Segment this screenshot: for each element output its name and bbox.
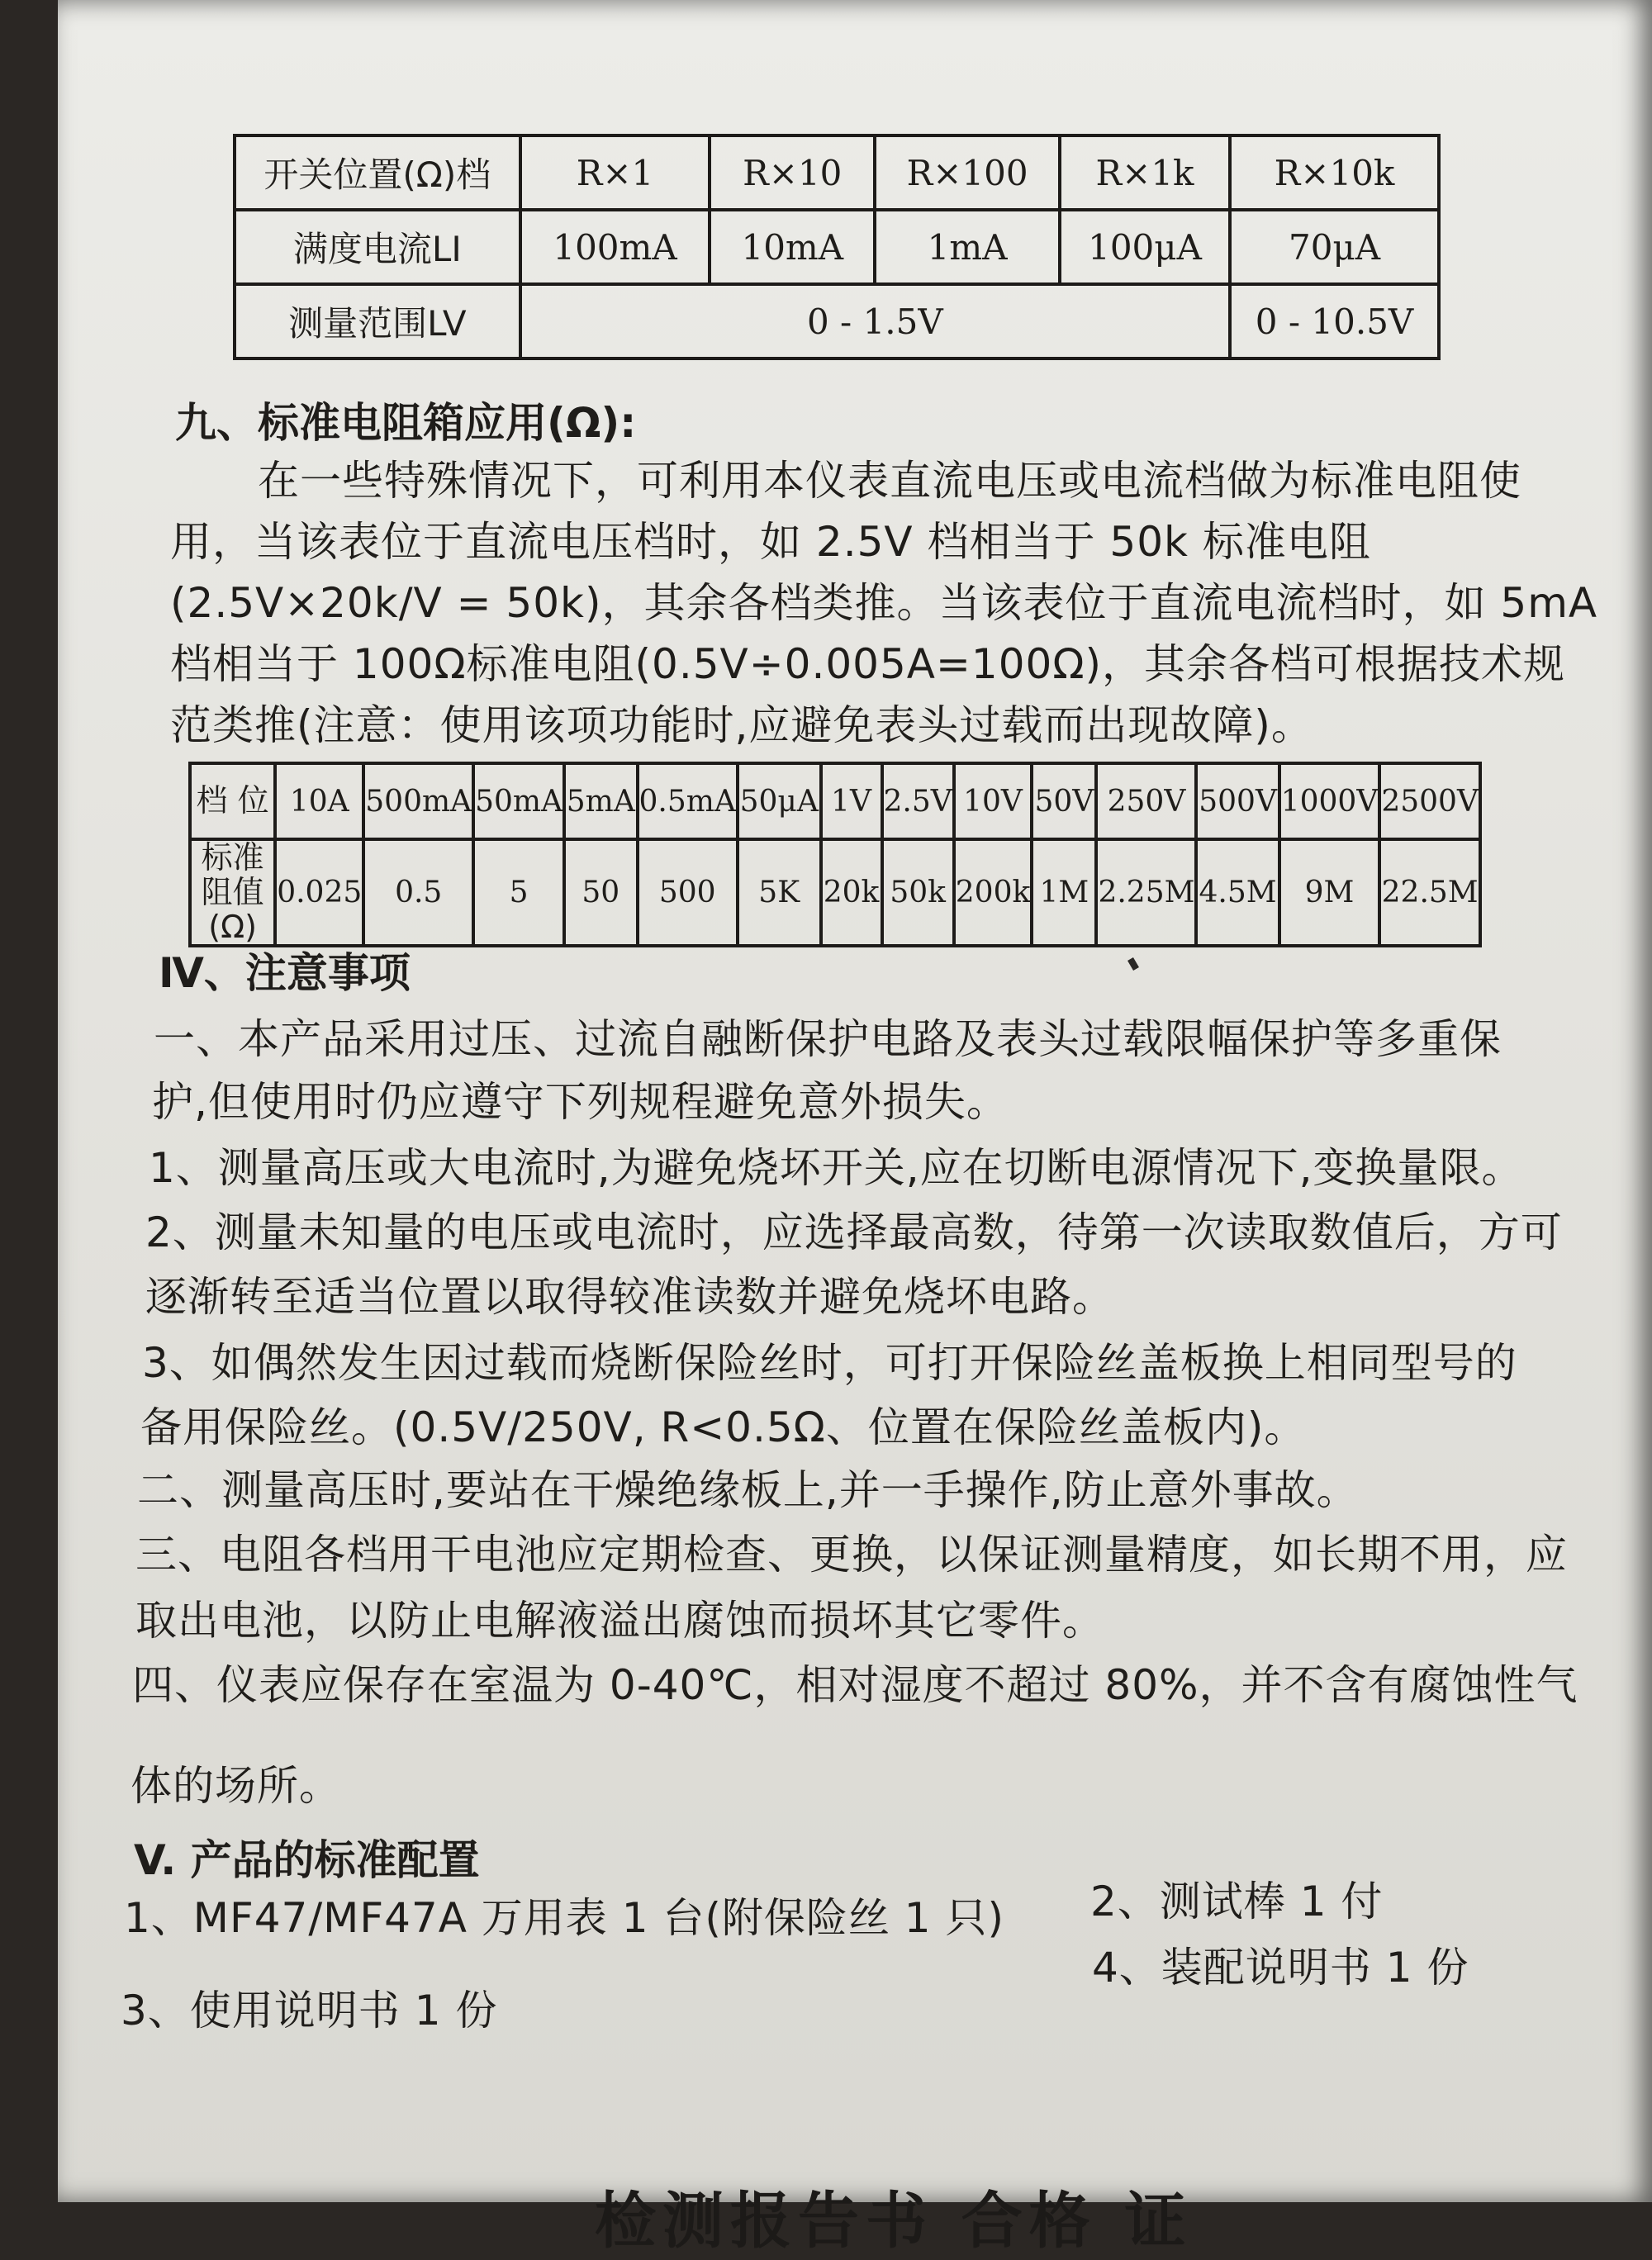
paragraph-line: 2、测量未知量的电压或电流时，应选择最高数，待第一次读取数值后，方可 xyxy=(145,1208,1563,1256)
table-cell: 1V xyxy=(821,763,882,839)
table-cell: 50k xyxy=(882,839,954,946)
ohm-range-table xyxy=(233,134,1441,360)
table-cell: 250V xyxy=(1096,763,1196,839)
table-cell: 2.25M xyxy=(1096,839,1196,946)
table-cell: 1000V xyxy=(1279,763,1380,839)
paragraph-line: 用，当该表位于直流电压档时，如 2.5V 档相当于 50k 标准电阻 xyxy=(170,518,1371,566)
table-cell: 档 位 xyxy=(190,763,275,839)
table-row xyxy=(235,284,1439,358)
paragraph-line: 逐渐转至适当位置以取得较准读数并避免烧坏电路。 xyxy=(145,1273,1114,1321)
paragraph-line: 体的场所。 xyxy=(131,1762,341,1810)
table-cell: 500V xyxy=(1196,763,1279,839)
table-cell: 测量范围LV xyxy=(235,284,520,358)
table-cell: 满度电流LI xyxy=(235,210,520,284)
list-item: 2、测试棒 1 付 xyxy=(1090,1878,1384,1925)
table-cell: 50μA xyxy=(738,763,821,839)
table-cell: R×1k xyxy=(1060,135,1230,210)
section-title: Ⅳ、注意事项 xyxy=(159,949,411,997)
table-cell: 标准阻值(Ω) xyxy=(190,839,275,946)
paragraph-line: 二、测量高压时,要站在干燥绝缘板上,并一手操作,防止意外事故。 xyxy=(137,1466,1359,1514)
table-row xyxy=(235,135,1439,210)
table-cell: 500 xyxy=(638,839,738,946)
table-cell: 500mA xyxy=(363,763,473,839)
table-cell: 0 - 1.5V xyxy=(520,284,1230,358)
table-row xyxy=(190,763,1480,839)
table-cell: 50V xyxy=(1032,763,1096,839)
table-cell: 2.5V xyxy=(882,763,954,839)
table-cell: 10V xyxy=(954,763,1032,839)
table-cell: 10mA xyxy=(710,210,875,284)
table-cell: 0.025 xyxy=(275,839,363,946)
paragraph-line: 四、仪表应保存在室温为 0-40℃，相对湿度不超过 80%，并不含有腐蚀性气 xyxy=(132,1661,1578,1709)
table-cell: 5K xyxy=(738,839,821,946)
table-cell: 开关位置(Ω)档 xyxy=(235,135,520,210)
table-cell: 50 xyxy=(564,839,637,946)
table-cell: R×10k xyxy=(1230,135,1439,210)
list-item: 1、MF47/MF47A 万用表 1 台(附保险丝 1 只) xyxy=(124,1894,1005,1942)
table-cell: 0 - 10.5V xyxy=(1230,284,1439,358)
paragraph-line: (2.5V×20k/V = 50k)，其余各档类推。当该表位于直流电流档时，如 5mA xyxy=(170,579,1598,627)
footer-fragment-text: 检测报告书 合格 证 xyxy=(595,2186,1193,2257)
table-cell: R×10 xyxy=(710,135,875,210)
list-item: 3、使用说明书 1 份 xyxy=(121,1987,498,2034)
table-cell: 4.5M xyxy=(1196,839,1279,946)
section-title: V. 产品的标准配置 xyxy=(134,1836,480,1884)
table-cell: 0.5 xyxy=(363,839,473,946)
table-cell: 5 xyxy=(473,839,564,946)
paragraph-line: 一、本产品采用过压、过流自融断保护电路及表头过载限幅保护等多重保 xyxy=(154,1015,1502,1063)
paragraph-line: 在一些特殊情况下，可利用本仪表直流电压或电流档做为标准电阻使 xyxy=(258,457,1521,505)
paragraph-line: 护,但使用时仍应遵守下列规程避免意外损失。 xyxy=(152,1078,1009,1126)
next-page-fragment xyxy=(58,2148,1652,2257)
paragraph-line: 3、如偶然发生因过载而烧断保险丝时，可打开保险丝盖板换上相同型号的 xyxy=(142,1339,1517,1387)
table-cell: 10A xyxy=(275,763,363,839)
table-cell: 1M xyxy=(1032,839,1096,946)
section-title: 九、标准电阻箱应用(Ω): xyxy=(175,399,637,447)
table-cell: 100mA xyxy=(520,210,710,284)
table-cell: 70μA xyxy=(1230,210,1439,284)
table-cell: R×100 xyxy=(875,135,1060,210)
table-cell: R×1 xyxy=(520,135,710,210)
paragraph-line: 取出电池，以防止电解液溢出腐蚀而损坏其它零件。 xyxy=(135,1597,1104,1645)
paragraph-line: 范类推(注意：使用该项功能时,应避免表头过载而出现故障)。 xyxy=(170,701,1313,749)
standard-resistance-table xyxy=(188,762,1482,947)
table-cell: 2500V xyxy=(1379,763,1480,839)
table-cell: 5mA xyxy=(564,763,637,839)
table-cell: 200k xyxy=(954,839,1032,946)
table-row xyxy=(190,839,1480,946)
paragraph-line: 三、电阻各档用干电池应定期检查、更换，以保证测量精度，如长期不用，应 xyxy=(135,1531,1568,1579)
table-cell: 0.5mA xyxy=(638,763,738,839)
table-cell: 50mA xyxy=(473,763,564,839)
paragraph-line: 备用保险丝。(0.5V/250V, R<0.5Ω、位置在保险丝盖板内)。 xyxy=(140,1403,1307,1451)
paragraph-line: 档相当于 100Ω标准电阻(0.5V÷0.005A=100Ω)，其余各档可根据技术规 xyxy=(170,640,1566,688)
paragraph-line: 1、测量高压或大电流时,为避免烧坏开关,应在切断电源情况下,变换量限。 xyxy=(149,1144,1524,1192)
table-cell: 9M xyxy=(1279,839,1380,946)
table-cell: 22.5M xyxy=(1379,839,1480,946)
table-row xyxy=(235,210,1439,284)
list-item: 4、装配说明书 1 份 xyxy=(1092,1944,1469,1992)
table-cell: 100μA xyxy=(1060,210,1230,284)
table-cell: 1mA xyxy=(875,210,1060,284)
table-cell: 20k xyxy=(821,839,882,946)
